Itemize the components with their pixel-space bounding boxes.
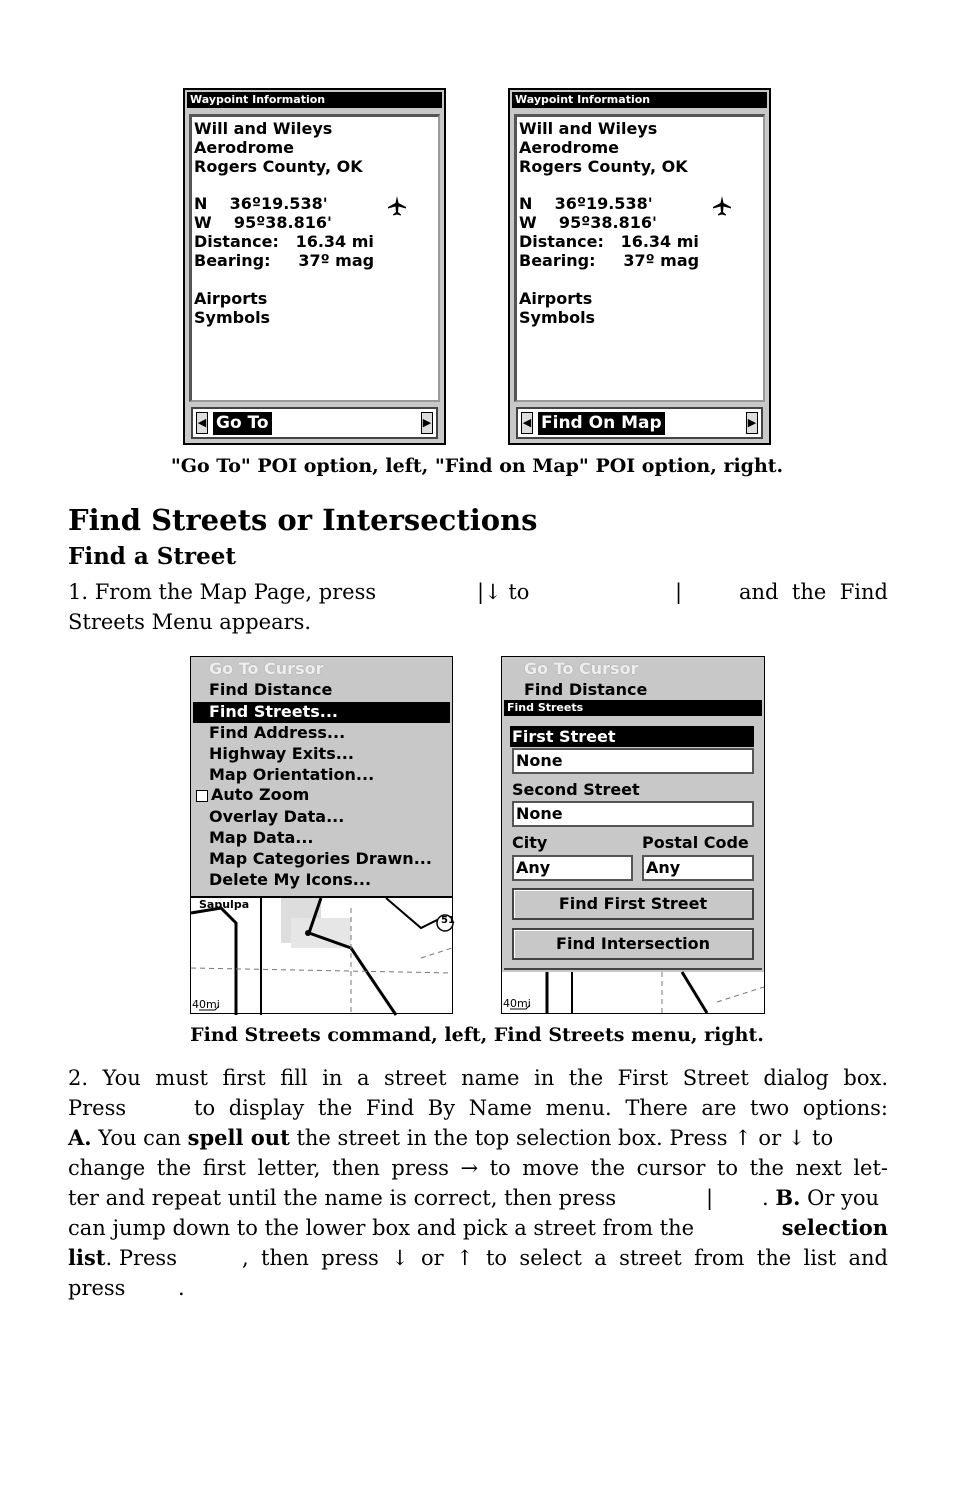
route-marker: 51: [441, 915, 455, 926]
arrow-left-icon[interactable]: ◀: [196, 412, 208, 434]
waypoint-line: N 36º19.538': [519, 194, 653, 213]
list-text: list: [68, 1245, 106, 1270]
menu-item-overlay-data[interactable]: Overlay Data...: [209, 807, 345, 826]
waypoint-line: Will and Wileys: [194, 119, 333, 138]
waypoint-line: Symbols: [194, 308, 271, 327]
airplane-icon: [386, 195, 408, 217]
airplane-icon: [711, 195, 733, 217]
para2-line-6: [68, 1213, 888, 1243]
waypoint-line: Airports: [194, 289, 268, 308]
para2-line-5b: |: [706, 1186, 714, 1210]
figure-caption-2: Find Streets command, left, Find Streets menu, right.: [190, 1024, 764, 1046]
waypoint-line: Distance: 16.34 mi: [194, 232, 374, 251]
selected-option-go-to[interactable]: Go To: [213, 412, 272, 435]
map-scale: 40mi: [192, 998, 220, 1011]
para2-line-5c-dot: .: [762, 1186, 769, 1210]
menu-item-map-orientation[interactable]: Map Orientation...: [209, 765, 375, 784]
waypoint-line: Bearing: 37º mag: [194, 251, 375, 270]
menu-item-go-to-cursor[interactable]: Go To Cursor: [209, 659, 324, 678]
auto-zoom-checkbox[interactable]: [196, 790, 208, 802]
para2-line-7: [68, 1243, 177, 1273]
option-selector[interactable]: [516, 407, 763, 439]
para2-line-5a: ter and repeat until the name is correct, then press: [68, 1186, 617, 1210]
find-first-street-button[interactable]: Find First Street: [512, 888, 754, 920]
arrow-left-icon[interactable]: ◀: [521, 412, 533, 434]
waypoint-line: Aerodrome: [194, 138, 294, 157]
para2-line-2b: to display the Find By Name menu. There are two options:: [194, 1096, 888, 1120]
map-scale: 40mi: [503, 997, 531, 1010]
menu-item-map-data[interactable]: Map Data...: [209, 828, 314, 847]
menu-item-find-distance[interactable]: Find Distance: [209, 680, 333, 699]
para2-line-4: change the first letter, then press → to move the cursor to the next let-: [68, 1156, 888, 1180]
waypoint-line: Will and Wileys: [519, 119, 658, 138]
waypoint-line: Bearing: 37º mag: [519, 251, 700, 270]
para2-line-3d: the street in the top selection box. Press ↑ or ↓ to: [296, 1126, 834, 1150]
para2-line-8b: .: [178, 1276, 185, 1300]
option-b-marker: B.: [775, 1185, 801, 1210]
para1-text-d: and the Find Streets Menu appears.: [68, 580, 888, 634]
menu-item-auto-zoom[interactable]: Auto Zoom: [211, 785, 310, 804]
figure-caption-1: "Go To" POI option, left, "Find on Map" POI option, right.: [170, 455, 784, 477]
waypoint-title: Waypoint Information: [512, 92, 767, 108]
selected-option-find-on-map[interactable]: Find On Map: [538, 412, 665, 435]
find-intersection-button[interactable]: Find Intersection: [512, 928, 754, 960]
waypoint-title: Waypoint Information: [187, 92, 442, 108]
dialog-title: Find Streets: [504, 700, 762, 716]
waypoint-line: Symbols: [519, 308, 596, 327]
postal-code-label: Postal Code: [642, 833, 749, 852]
find-streets-dialog: [504, 700, 762, 970]
menu-item-delete-icons[interactable]: Delete My Icons...: [209, 870, 372, 889]
postal-code-field[interactable]: Any: [642, 855, 754, 881]
para2-line-8a: press: [68, 1276, 126, 1300]
city-field[interactable]: Any: [512, 855, 633, 881]
section-heading: Find Streets or Intersections: [68, 503, 538, 537]
city-label: City: [512, 833, 548, 852]
waypoint-line: Rogers County, OK: [519, 157, 688, 176]
waypoint-line: Airports: [519, 289, 593, 308]
map-view[interactable]: [191, 896, 455, 1013]
para2-line-2a: Press: [68, 1096, 127, 1120]
para2-line-3: [68, 1123, 888, 1153]
para2-line-3b: You can: [98, 1126, 181, 1150]
waypoint-info-panel: [189, 114, 440, 402]
para1-text-a: 1. From the Map Page, press: [68, 580, 377, 604]
para2-line-1: 2. You must first fill in a street name in the First Street dialog box.: [68, 1066, 888, 1090]
para2-line-7c: , then press ↓ or ↑ to select a street from the list and: [242, 1246, 888, 1270]
second-street-field[interactable]: None: [512, 801, 754, 827]
map-place-label: Sapulpa: [199, 898, 250, 911]
para2-line-5e: Or you: [807, 1186, 880, 1210]
waypoint-line: W 95º38.816': [519, 213, 657, 232]
map-view[interactable]: [502, 972, 764, 1013]
para1-text-c: |: [675, 580, 683, 604]
para2-line-6a: can jump down to the lower box and pick a street from the: [68, 1216, 695, 1240]
map-roads: [502, 972, 764, 1013]
para2-line-7b: . Press: [105, 1246, 177, 1270]
waypoint-line: Distance: 16.34 mi: [519, 232, 699, 251]
arrow-right-icon[interactable]: ▶: [746, 412, 758, 434]
find-streets-screen: [501, 656, 765, 1014]
map-roads: [191, 898, 452, 1015]
option-selector[interactable]: [191, 407, 438, 439]
menu-item-map-categories[interactable]: Map Categories Drawn...: [209, 849, 432, 868]
para1-text-b: |↓ to: [477, 580, 530, 604]
subsection-heading: Find a Street: [68, 543, 237, 570]
spell-out-text: spell out: [187, 1125, 290, 1150]
waypoint-screen-right: [508, 88, 771, 445]
menu-item-find-distance[interactable]: Find Distance: [524, 680, 648, 699]
arrow-right-icon[interactable]: ▶: [421, 412, 433, 434]
first-street-label: First Street: [512, 727, 616, 746]
map-menu-screen: [190, 656, 453, 1014]
waypoint-screen-left: [183, 88, 446, 445]
waypoint-line: Aerodrome: [519, 138, 619, 157]
waypoint-line: Rogers County, OK: [194, 157, 363, 176]
selection-text: selection: [781, 1215, 888, 1240]
menu-item-highway-exits[interactable]: Highway Exits...: [209, 744, 354, 763]
option-a-marker: A.: [68, 1125, 92, 1150]
menu-item-find-streets[interactable]: Find Streets...: [209, 702, 338, 721]
waypoint-info-panel: [514, 114, 765, 402]
para2-line-5c: [762, 1183, 879, 1213]
waypoint-line: W 95º38.816': [194, 213, 332, 232]
first-street-field[interactable]: None: [512, 748, 754, 774]
second-street-label: Second Street: [512, 780, 640, 799]
menu-item-go-to-cursor[interactable]: Go To Cursor: [524, 659, 639, 678]
waypoint-line: N 36º19.538': [194, 194, 328, 213]
menu-item-find-address[interactable]: Find Address...: [209, 723, 346, 742]
